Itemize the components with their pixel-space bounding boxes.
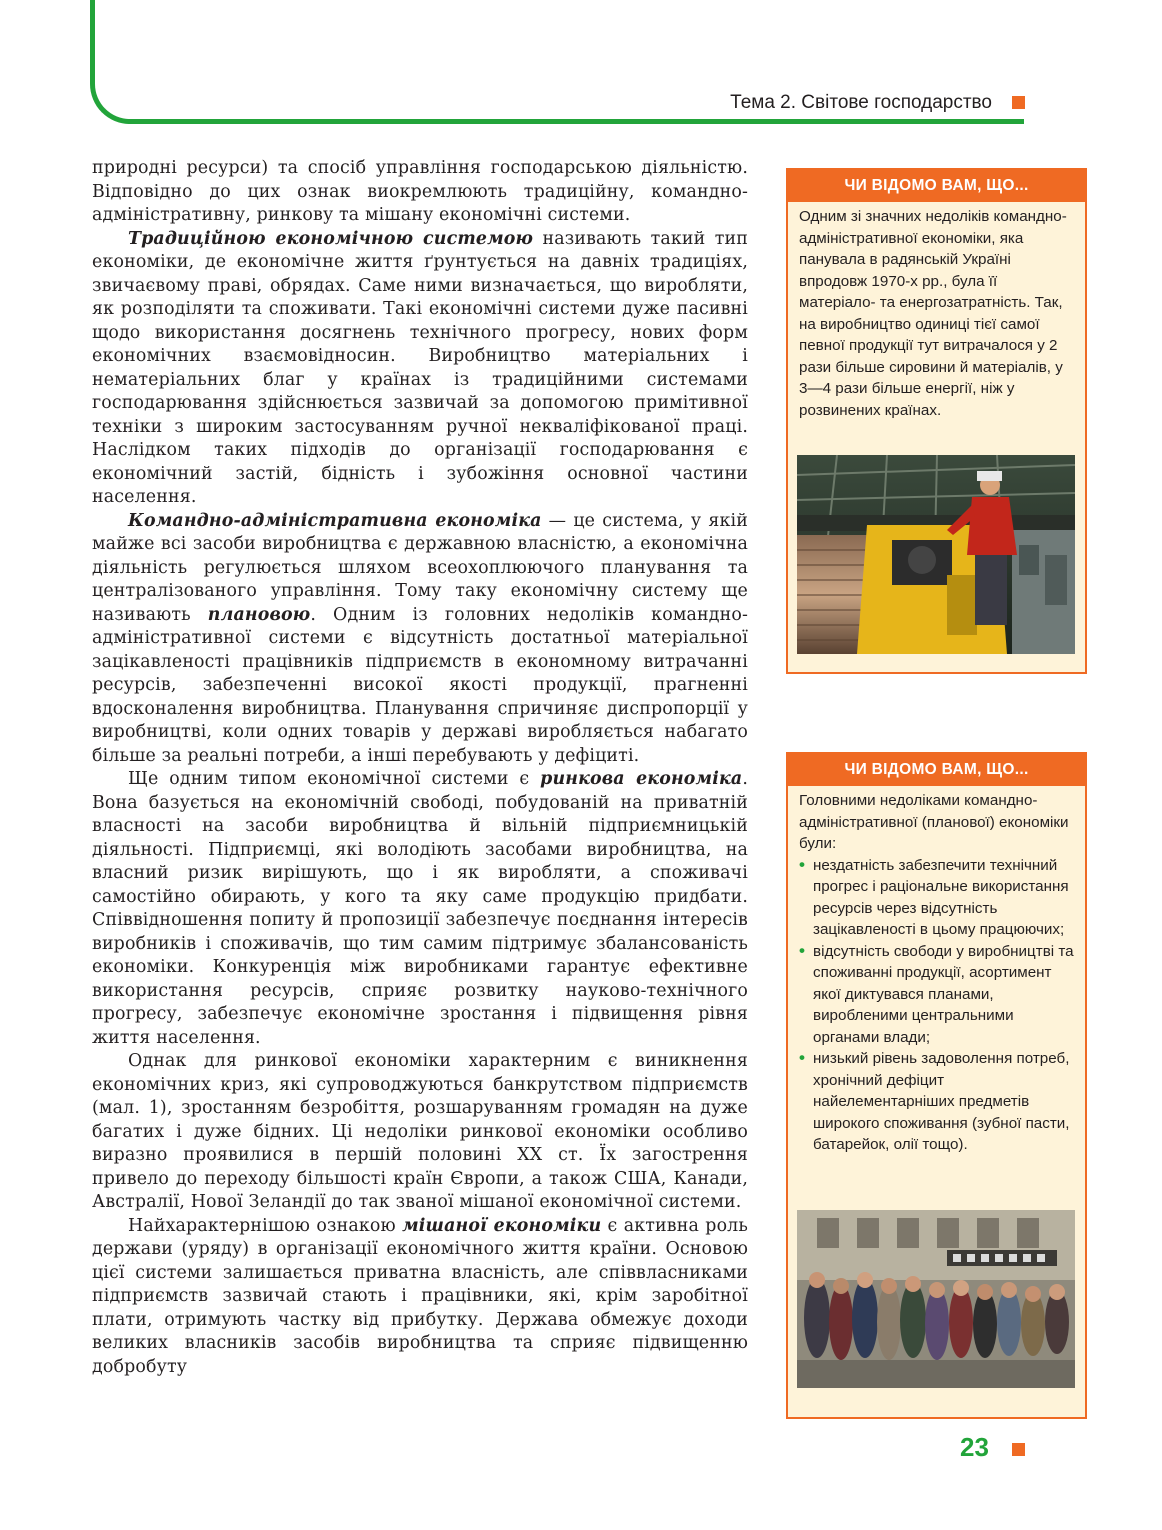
paragraph-6-text-b: є активна роль держави (уряду) в організації економічного життя країни. Основою цієї системи залишається приватна власність, але співвласниками підприємств зазвичай стають і працівники, які, крім заробітної плати, отримують частку від прибутку. Держава обмежує доходи великих власників засобів виробництва та сприяє підвищенню добробуту — [92, 1215, 748, 1377]
term-planned: плановою — [207, 604, 311, 625]
list-item: • відсутність свободи у виробництві та споживанні продукції, асортимент якої диктувався планами, виробленими центральними органами влади; — [799, 941, 1075, 1049]
paragraph-3-text-a: — це система, у якій майже всі засоби виробництва є державною власністю, а економічна діяльність регулюється шляхом всеохоплюючого планування та централізованого управління. Тому таку економічну систему ще називають — [92, 510, 748, 625]
did-you-know-heading-2: ЧИ ВІДОМО ВАМ, ЩО... — [788, 754, 1085, 786]
main-text — [92, 157, 748, 1379]
did-you-know-body-2 — [788, 786, 1085, 1156]
page-number-marker — [1012, 1443, 1025, 1456]
paragraph-3 — [92, 510, 748, 769]
did-you-know-text-1: Одним зі значних недоліків командно-адміністративної економіки, яка панувала в радянській Україні впродовж 1970-х рр., була її матеріало- та енергозатратність. Так, на виробництво одиниці тієї самої певної продукції тут витрачалося у 2 рази більше сировини й матеріалів, у 3—4 рази більше енергії, ніж у розвинених країнах. — [799, 208, 1067, 419]
list-item: • нездатність забезпечити технічний прогрес і раціональне використання ресурсів через відсутність зацікавленості в цьому працюючих; — [799, 855, 1075, 941]
list-item: • низький рівень задоволення потреб, хронічний дефіцит найелементарніших предметів широкого споживання (зубної пасти, батарейок, олії тощо). — [799, 1048, 1075, 1156]
shortcomings-list — [799, 855, 1075, 1156]
paragraph-6-text-a: Найхарактернішою ознакою — [128, 1215, 403, 1236]
header-marker — [1012, 96, 1025, 109]
paragraph-4 — [92, 768, 748, 1050]
paragraph-6 — [92, 1215, 748, 1380]
paragraph-5: Однак для ринкової економіки характерним є виникнення економічних криз, які супроводжуються банкрутством підприємств (мал. 1), зростанням безробіття, розшаруванням громадян на дуже багатих і дуже бідних. Ці недоліки ринкової економіки особливо виразно проявилися в першій половині XX ст. Їх загострення привело до переходу більшості країн Європи, а також США, Канади, Австралії, Нової Зеландії до так званої мішаної економічної системи. — [92, 1051, 748, 1212]
paragraph-2-text: називають такий тип економіки, де економічне життя ґрунтується на давніх традиціях, звичаєвому праві, обрядах. Саме ними визначається, що виробляти, як розподіляти та споживати. Такі економічні системи дуже пасивні щодо використання досягнень технічного прогресу, нових форм економічних взаємовідносин. Виробництво матеріальних і нематеріальних благ у країнах із традиційними системами господарювання здійснюється зазвичай за допомогою примітивної техніки з широким застосуванням ручної некваліфікованої праці. Наслідком таких підходів до організації господарювання є економічний застій, бідність і зубожіння основної частини населення. — [92, 228, 748, 507]
page-number: 23 — [960, 1432, 989, 1462]
section-title: Тема 2. Світове господарство — [730, 92, 992, 113]
factory-worker-photo — [797, 455, 1075, 654]
paragraph-1: природні ресурси) та спосіб управління господарською діяльністю. Відповідно до цих ознак виокремлюють традиційну, командно-адміністративну, ринкову та мішану економічні системи. — [92, 158, 748, 225]
paragraph-4-text-b: . Вона базується на економічній свободі, побудованій на приватній власності на засоби виробництва й вільній підприємницькій діяльності. Підприємці, які володіють засобами виробництва, на власний ризик вирішують, що і як виробляти, а споживачі самостійно обирають, у кого та яку саме продукцію придбати. Співвідношення попиту й пропозиції забезпечує поєднання інтересів виробників і споживачів, що тим самим підтримує збалансованість економіки. Конкуренція між виробниками гарантує ефективне використання ресурсів, сприяє розвитку науково-технічного прогресу, забезпечує економічне зростання і підвищення рівня життя населення. — [92, 769, 748, 1048]
term-command: Командно-адміністративна економіка — [128, 510, 542, 531]
paragraph-2 — [92, 228, 748, 510]
paragraph-4-text-a: Ще одним типом економічної системи є — [128, 769, 541, 789]
term-mixed: мішаної економіки — [402, 1215, 602, 1236]
did-you-know-intro-2: Головними недоліками командно-адміністративної (планової) економіки були: — [799, 792, 1069, 852]
queue-photo — [797, 1210, 1075, 1388]
paragraph-3-text-b: . Одним із головних недоліків командно-адміністративної системи є відсутність достатньої матеріальної зацікавленості працівників підприємств в економному витрачанні ресурсів, забезпеченні високої якості продукції, прагненні вдосконалення виробництва. Планування спричиняє диспропорції у виробництві, коли одних товарів у державі виробляється набагато більше за реальні потреби, а інші перебувають у дефіциті. — [92, 604, 749, 766]
term-traditional: Традиційною економічною системою — [128, 228, 534, 249]
term-market: ринкова економіка — [540, 769, 743, 789]
did-you-know-heading-1: ЧИ ВІДОМО ВАМ, ЩО... — [788, 170, 1085, 202]
